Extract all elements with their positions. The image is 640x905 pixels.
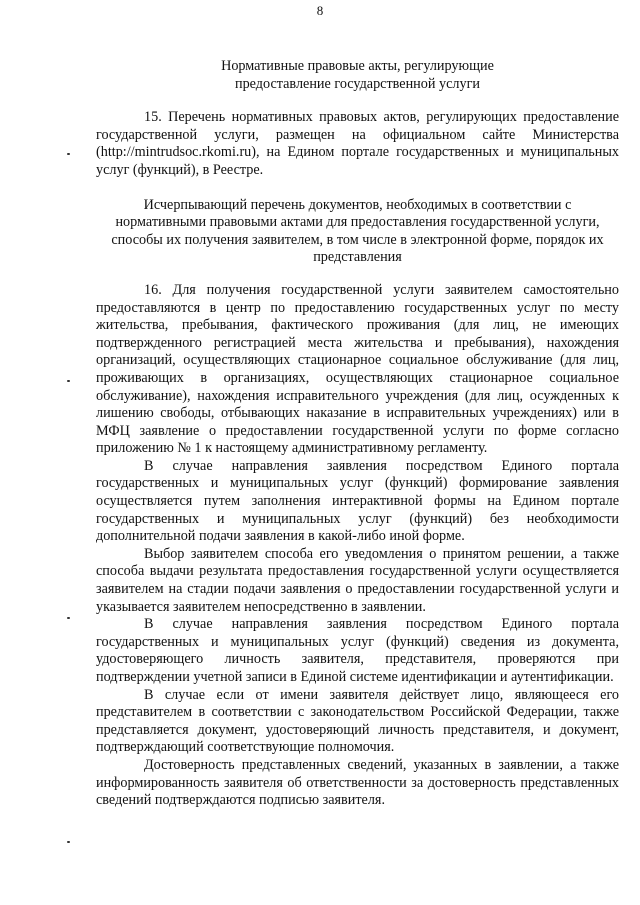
heading-line: Нормативные правовые акты, регулирующие (221, 58, 494, 74)
margin-mark (67, 841, 70, 843)
heading-line: представления (313, 249, 402, 266)
paragraph-representative: В случае если от имени заявителя действует лицо, являющееся его представителем в соответствии с законодательством Российской Федерации, также представляется документ, удостоверяющий личность представителя, и документ, подтверждающий соответствующие полномочия. (96, 686, 619, 756)
heading-line: Исчерпывающий перечень документов, необходимых в соответствии с (143, 196, 572, 213)
paragraph-identity-verification: В случае направления заявления посредством Единого портала государственных и муниципальных услуг (функций) сведения из документа, удостоверяющего личность заявителя, представителя, проверяются при подтверждении учетной записи в Единой системе идентификации и аутентификации. (96, 616, 619, 685)
document-body (96, 58, 619, 810)
margin-mark (67, 617, 70, 619)
paragraph-15: 15. Перечень нормативных правовых актов, регулирующих предоставление государственной услуги, размещен на официальном сайте Министерства (http://mintrudsoc.rkomi.ru), на Едином портале государственных и муниципальных услуг (функций), в Реестре. (96, 109, 619, 178)
paragraph-notification-choice: Выбор заявителем способа его уведомления о принятом решении, а также способа выдачи результата предоставления государственной услуги осуществляется заявителем на стадии подачи заявления о предоставлении государственной услуги и указывается заявителем непосредственно в заявлении. (96, 545, 619, 615)
heading-normative-acts (96, 58, 619, 93)
paragraph-16: 16. Для получения государственной услуги заявителем самостоятельно предоставляются в центр по предоставлению государственных услуг по месту жительства, пребывания, фактического проживания (для лиц, не имеющих подтвержденного регистрацией места жительства и пребывания), нахождения организаций, осуществляющих стационарное социальное обслуживание (для лиц, проживающих в организациях, осуществляющих стационарное социальное обслуживание), нахождения исправительного учреждения (для лиц, осужденных к лишению свободы, отбывающих наказание в исправительных учреждениях) или в МФЦ заявление о предоставлении государственной услуги по форме согласно приложению № 1 к настоящему административному регламенту. (96, 281, 619, 457)
paragraph-reliability: Достоверность представленных сведений, указанных в заявлении, а также информированность заявителя об ответственности за достоверность представленных сведений подтверждаются подписью заявителя. (96, 756, 619, 809)
margin-mark (67, 380, 70, 382)
heading-required-documents (96, 197, 619, 267)
heading-line: нормативными правовыми актами для предоставления государственной услуги, (115, 214, 600, 231)
margin-mark (67, 153, 70, 155)
page-number: 8 (316, 3, 324, 18)
heading-line: способы их получения заявителем, в том числе в электронной форме, порядок их (111, 231, 604, 248)
heading-line: предоставление государственной услуги (235, 75, 480, 92)
paragraph-portal-submission: В случае направления заявления посредством Единого портала государственных и муниципальных услуг (функций) формирование заявления осуществляется путем заполнения интерактивной формы на Едином портале государственных и муниципальных услуг (функций) без необходимости дополнительной подачи заявления в какой-либо иной форме. (96, 457, 619, 545)
